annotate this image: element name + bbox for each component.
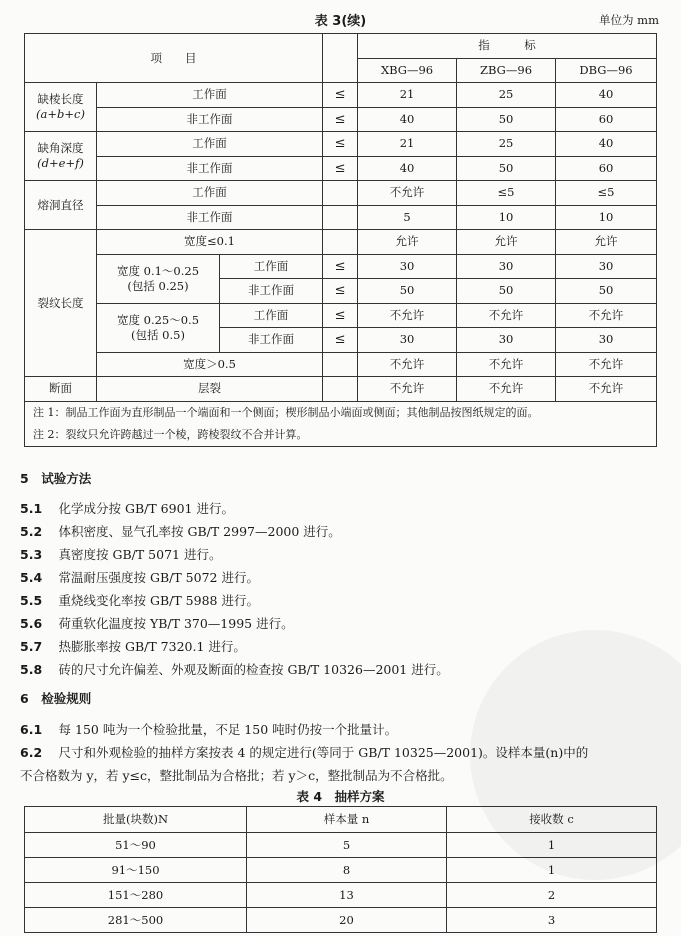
row-label-hole: 熔洞直径 bbox=[25, 181, 97, 230]
value-cell: 40 bbox=[556, 132, 657, 157]
note-1: 注 1：制品工作面为直形制品一个端面和一个侧面；楔形制品小端面或侧面；其他制品按图纸规定的面。 bbox=[33, 405, 539, 419]
row-label-crack: 裂纹长度 bbox=[25, 230, 97, 377]
sub-label: 非工作面 bbox=[97, 205, 323, 230]
row-label-section: 断面 bbox=[25, 377, 97, 402]
sub-label: 层裂 bbox=[97, 377, 323, 402]
header-cell: 样本量 n bbox=[247, 807, 447, 833]
value-cell: 允许 bbox=[358, 230, 457, 255]
sub-label: 宽度≤0.1 bbox=[97, 230, 323, 255]
value-cell: 60 bbox=[556, 156, 657, 181]
value-cell: ≤5 bbox=[457, 181, 556, 206]
header-item: 项 目 bbox=[25, 34, 323, 83]
header-col: XBG—96 bbox=[358, 58, 457, 83]
symbol: ≤ bbox=[323, 132, 358, 157]
value-cell: 30 bbox=[457, 328, 556, 353]
value-cell: 不允许 bbox=[358, 303, 457, 328]
paragraph-6-2: 6.2 尺寸和外观检验的抽样方案按表 4 的规定进行(等同于 GB/T 10325—2001)。设样本量(n)中的 bbox=[20, 745, 589, 760]
section6-title: 6 检验规则 bbox=[20, 691, 92, 706]
table3-unit: 单位为 mm bbox=[599, 13, 659, 27]
cell: 51～90 bbox=[25, 833, 247, 858]
cell: 3 bbox=[447, 908, 657, 933]
value-cell: 40 bbox=[556, 83, 657, 108]
header-indicator: 指 标 bbox=[358, 34, 657, 59]
value-cell: 5 bbox=[358, 205, 457, 230]
value-cell: 21 bbox=[358, 83, 457, 108]
value-cell: 25 bbox=[457, 83, 556, 108]
cell: 151～280 bbox=[25, 883, 247, 908]
cell: 5 bbox=[247, 833, 447, 858]
value-cell: 30 bbox=[358, 328, 457, 353]
cell: 2 bbox=[447, 883, 657, 908]
cell: 1 bbox=[447, 833, 657, 858]
symbol: ≤ bbox=[323, 83, 358, 108]
table3 bbox=[24, 33, 657, 447]
row-label-corner: 缺角深度 (d+e+f) bbox=[25, 132, 97, 181]
table4 bbox=[24, 806, 657, 933]
value-cell: 不允许 bbox=[457, 303, 556, 328]
header-cell: 批量(块数)N bbox=[25, 807, 247, 833]
sub-label: 工作面 bbox=[220, 303, 323, 328]
symbol: ≤ bbox=[323, 303, 358, 328]
value-cell: 30 bbox=[457, 254, 556, 279]
value-cell: 不允许 bbox=[556, 303, 657, 328]
sub-label: 非工作面 bbox=[97, 156, 323, 181]
list-item: 5.1 化学成分按 GB/T 6901 进行。 bbox=[20, 501, 234, 516]
header-symbol-cell bbox=[323, 34, 358, 83]
sub-label: 工作面 bbox=[97, 181, 323, 206]
symbol: ≤ bbox=[323, 254, 358, 279]
list-item: 5.2 体积密度、显气孔率按 GB/T 2997—2000 进行。 bbox=[20, 524, 341, 539]
sub-label: 非工作面 bbox=[97, 107, 323, 132]
value-cell: 30 bbox=[358, 254, 457, 279]
paragraph-6-1: 6.1 每 150 吨为一个检验批量，不足 150 吨时仍按一个批量计。 bbox=[20, 722, 398, 737]
list-item: 5.7 热膨胀率按 GB/T 7320.1 进行。 bbox=[20, 639, 246, 654]
table-row bbox=[25, 858, 657, 883]
header-col: ZBG—96 bbox=[457, 58, 556, 83]
value-cell: 50 bbox=[556, 279, 657, 304]
symbol: ≤ bbox=[323, 279, 358, 304]
table3-caption: 表 3(续) bbox=[314, 14, 367, 29]
value-cell: 40 bbox=[358, 156, 457, 181]
value-cell: 40 bbox=[358, 107, 457, 132]
value-cell: 30 bbox=[556, 328, 657, 353]
value-cell: 不允许 bbox=[457, 377, 556, 402]
header-col: DBG—96 bbox=[556, 58, 657, 83]
symbol-empty bbox=[323, 230, 358, 255]
symbol-empty bbox=[323, 181, 358, 206]
value-cell: 30 bbox=[556, 254, 657, 279]
value-cell: 不允许 bbox=[556, 352, 657, 377]
value-cell: 不允许 bbox=[457, 352, 556, 377]
table-row bbox=[25, 883, 657, 908]
paragraph-6-2-cont: 不合格数为 y，若 y≤c，整批制品为合格批；若 y＞c，整批制品为不合格批。 bbox=[20, 768, 453, 783]
value-cell: 10 bbox=[556, 205, 657, 230]
symbol: ≤ bbox=[323, 328, 358, 353]
value-cell: 21 bbox=[358, 132, 457, 157]
value-cell: 10 bbox=[457, 205, 556, 230]
value-cell: 不允许 bbox=[358, 377, 457, 402]
symbol-empty bbox=[323, 377, 358, 402]
sub-label: 非工作面 bbox=[220, 279, 323, 304]
value-cell: 50 bbox=[457, 107, 556, 132]
cell: 20 bbox=[247, 908, 447, 933]
symbol-empty bbox=[323, 352, 358, 377]
section5-title: 5 试验方法 bbox=[20, 471, 92, 486]
note-2: 注 2：裂纹只允许跨越过一个棱，跨棱裂纹不合并计算。 bbox=[33, 427, 308, 441]
value-cell: 允许 bbox=[556, 230, 657, 255]
list-item: 5.8 砖的尺寸允许偏差、外观及断面的检查按 GB/T 10326—2001 进行。 bbox=[20, 662, 449, 677]
symbol-empty bbox=[323, 205, 358, 230]
cell: 91～150 bbox=[25, 858, 247, 883]
table-row bbox=[25, 908, 657, 933]
cell: 281～500 bbox=[25, 908, 247, 933]
symbol: ≤ bbox=[323, 156, 358, 181]
row-label-edge: 缺棱长度 (a+b+c) bbox=[25, 83, 97, 132]
value-cell: 50 bbox=[358, 279, 457, 304]
value-cell: 不允许 bbox=[556, 377, 657, 402]
value-cell: 允许 bbox=[457, 230, 556, 255]
symbol: ≤ bbox=[323, 107, 358, 132]
list-item: 5.4 常温耐压强度按 GB/T 5072 进行。 bbox=[20, 570, 259, 585]
width-range-label: 宽度 0.25～0.5 (包括 0.5) bbox=[97, 303, 220, 352]
list-item: 5.5 重烧线变化率按 GB/T 5988 进行。 bbox=[20, 593, 259, 608]
table4-caption: 表 4 抽样方案 bbox=[296, 789, 385, 804]
value-cell: ≤5 bbox=[556, 181, 657, 206]
sub-label: 宽度＞0.5 bbox=[97, 352, 323, 377]
list-item: 5.3 真密度按 GB/T 5071 进行。 bbox=[20, 547, 222, 562]
value-cell: 不允许 bbox=[358, 352, 457, 377]
value-cell: 25 bbox=[457, 132, 556, 157]
width-range-label: 宽度 0.1～0.25 (包括 0.25) bbox=[97, 254, 220, 303]
header-cell: 接收数 c bbox=[447, 807, 657, 833]
value-cell: 50 bbox=[457, 279, 556, 304]
cell: 1 bbox=[447, 858, 657, 883]
sub-label: 工作面 bbox=[220, 254, 323, 279]
value-cell: 不允许 bbox=[358, 181, 457, 206]
sub-label: 工作面 bbox=[97, 83, 323, 108]
sub-label: 非工作面 bbox=[220, 328, 323, 353]
cell: 13 bbox=[247, 883, 447, 908]
sub-label: 工作面 bbox=[97, 132, 323, 157]
value-cell: 60 bbox=[556, 107, 657, 132]
table-row bbox=[25, 833, 657, 858]
cell: 8 bbox=[247, 858, 447, 883]
list-item: 5.6 荷重软化温度按 YB/T 370—1995 进行。 bbox=[20, 616, 294, 631]
table-notes bbox=[25, 401, 657, 446]
value-cell: 50 bbox=[457, 156, 556, 181]
